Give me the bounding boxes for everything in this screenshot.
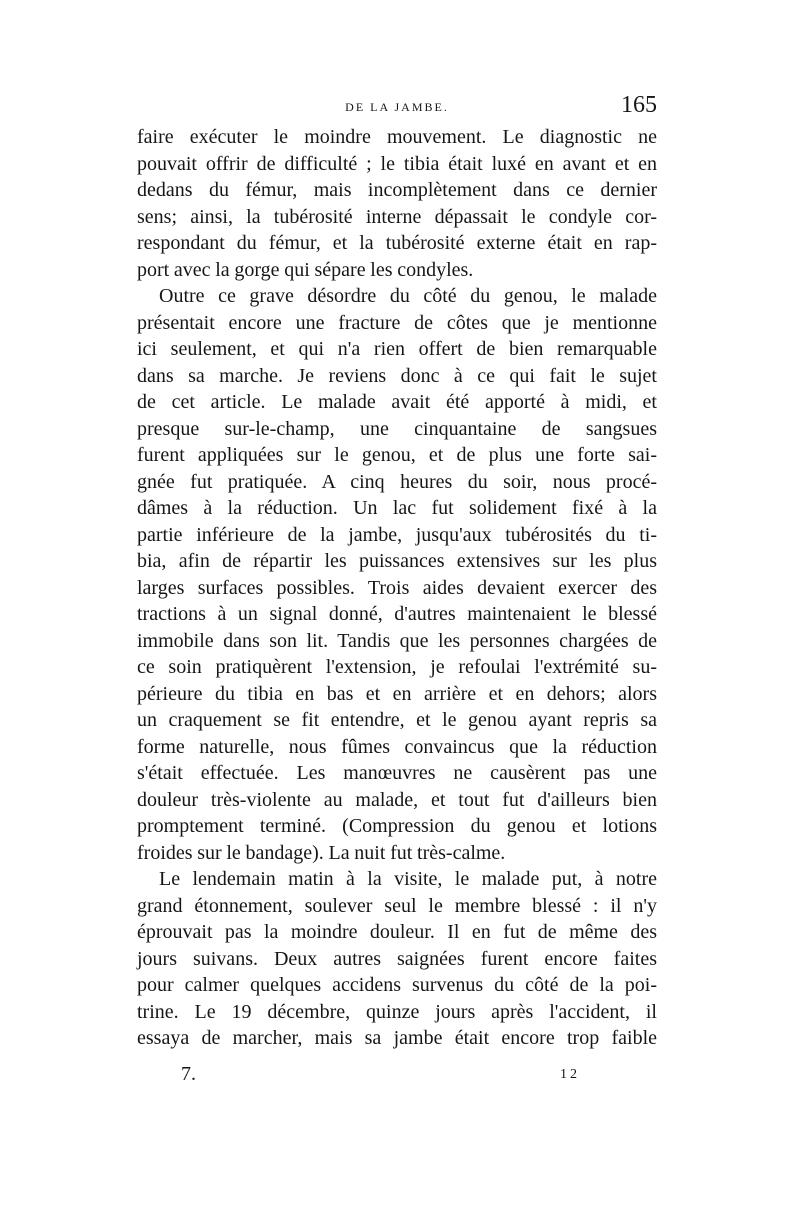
running-title: DE LA JAMBE. — [345, 100, 449, 114]
text-line: forme naturelle, nous fûmes convaincus que la réduction — [137, 735, 657, 758]
text-line: essaya de marcher, mais sa jambe était encore trop faible — [137, 1027, 657, 1049]
text-line: Outre ce grave désordre du côté du genou, le malade — [159, 285, 657, 307]
text-line: faire exécuter le moindre mouvement. Le diagnostic ne — [137, 126, 657, 148]
running-head — [137, 92, 657, 118]
text-line: Le lendemain matin à la visite, le malade put, à notre — [159, 868, 657, 890]
text-line: bia, afin de répartir les puissances extensives sur les plus — [137, 550, 657, 572]
text-line: présentait encore une fracture de côtes que je mentionne — [137, 311, 657, 334]
text-line: pour calmer quelques accidens survenus du côté de la poi- — [137, 974, 657, 996]
text-line: grand étonnement, soulever seul le membre blessé : il n'y — [137, 894, 657, 917]
text-line: froides sur le bandage). La nuit fut très-calme. — [137, 841, 506, 864]
text-line: immobile dans son lit. Tandis que les personnes chargées de — [137, 629, 657, 652]
text-line: éprouvait pas la moindre douleur. Il en fut de même des — [137, 921, 657, 943]
text-line: ce soin pratiquèrent l'extension, je refoulai l'extrémité su- — [137, 656, 657, 678]
signature-mark: 7. — [181, 1063, 196, 1085]
text-line: larges surfaces possibles. Trois aides devaient exercer des — [137, 576, 657, 599]
page-number: 165 — [621, 92, 657, 118]
text-line: dans sa marche. Je reviens donc à ce qui fait le sujet — [137, 364, 657, 387]
text-line: respondant du fémur, et la tubérosité externe était en rap- — [137, 232, 657, 254]
text-line: trine. Le 19 décembre, quinze jours après l'accident, il — [137, 1000, 657, 1023]
text-line: presque sur-le-champ, une cinquantaine de sangsues — [137, 417, 657, 440]
text-line: promptement terminé. (Compression du genou et lotions — [137, 815, 657, 837]
text-line: un craquement se fit entendre, et le genou ayant repris sa — [137, 709, 657, 731]
text-line: dedans du fémur, mais incomplètement dans ce dernier — [137, 179, 657, 201]
text-line: gnée fut pratiquée. A cinq heures du soir, nous procé- — [137, 470, 657, 493]
body-text — [137, 124, 657, 1052]
text-line: tractions à un signal donné, d'autres maintenaient le blessé — [137, 603, 657, 625]
text-line: sens; ainsi, la tubérosité interne dépassait le condyle cor- — [137, 205, 657, 228]
text-line: dâmes à la réduction. Un lac fut solidement fixé à la — [137, 497, 657, 519]
text-line: port avec la gorge qui sépare les condyles. — [137, 258, 474, 281]
page-footer — [137, 1063, 657, 1093]
text-line: jours suivans. Deux autres saignées furent encore faites — [137, 947, 657, 970]
text-line: douleur très-violente au malade, et tout fut d'ailleurs bien — [137, 788, 657, 811]
text-line: pouvait offrir de difficulté ; le tibia était luxé en avant et en — [137, 152, 657, 175]
text-line: ici seulement, et qui n'a rien offert de bien remarquable — [137, 338, 657, 360]
text-line: s'était effectuée. Les manœuvres ne causèrent pas une — [137, 762, 657, 784]
text-line: partie inférieure de la jambe, jusqu'aux tubérosités du ti- — [137, 523, 657, 546]
text-line: de cet article. Le malade avait été apporté à midi, et — [137, 391, 657, 413]
sheet-number: 12 — [560, 1067, 580, 1082]
text-line: furent appliquées sur le genou, et de plus une forte sai- — [137, 444, 657, 466]
text-line: périeure du tibia en bas et en arrière et en dehors; alors — [137, 682, 657, 705]
